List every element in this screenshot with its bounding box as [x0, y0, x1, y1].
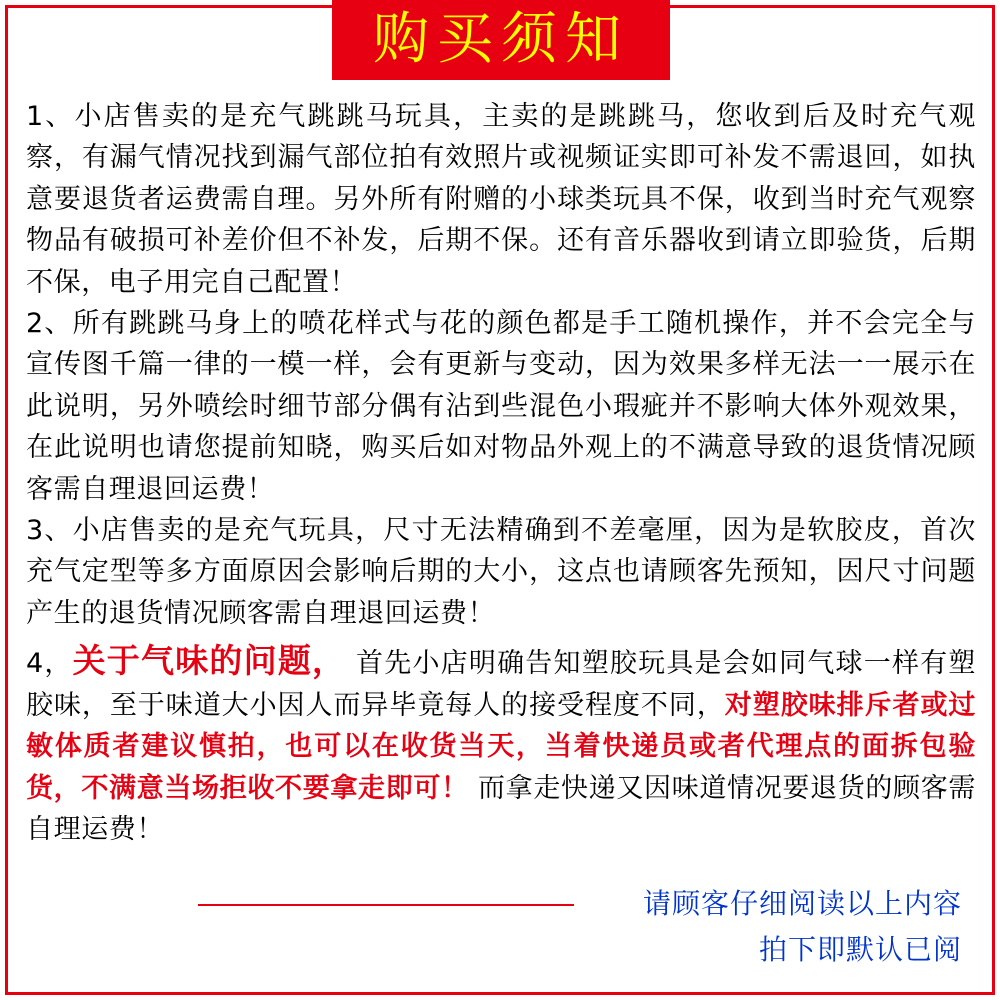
footer-divider — [198, 904, 574, 906]
notice-item-2: 2、所有跳跳马身上的喷花样式与花的颜色都是手工随机操作，并不会完全与宣传图千篇一律的一模一样，会有更新与变动，因为效果多样无法一一展示在此说明，另外喷绘时细节部分偶有沾到些混色小瑕疵并不影响大体外观效果，在此说明也请您提前知晓，购买后如对物品外观上的不满意导致的退货情况顾客需自理退回运费！ — [26, 308, 976, 505]
item-4-heading: 关于气味的问题， — [72, 641, 347, 681]
notice-item-4 — [26, 640, 976, 850]
item-4-suffix: 而拿走快递又因味道情况要退货的顾客需自理运费！ — [26, 772, 976, 845]
notice-item-3: 3、小店售卖的是充气玩具，尺寸无法精确到不差毫厘，因为是软胶皮，首次充气定型等多方面原因会影响后期的大小，这点也请顾客先预知，因尺寸问题产生的退货情况顾客需自理退回运费！ — [26, 515, 976, 629]
page-title: 购买须知 — [332, 0, 670, 80]
notice-item-1: 1、小店售卖的是充气跳跳马玩具，主卖的是跳跳马，您收到后及时充气观察，有漏气情况找到漏气部位拍有效照片或视频证实即可补发不需退回，如执意要退货者运费需自理。另外所有附赠的小球类玩具不保，收到当时充气观察物品有破损可补差价但不补发，后期不保。还有音乐器收到请立即验货，后期不保，电子用完自己配置！ — [26, 101, 976, 298]
item-4-number: 4， — [26, 648, 73, 680]
item-4-text: 首先小店明确告知塑胶玩具是会如同气球一样有塑胶味，至于味道大小因人而异毕竟每人的接受程度不同， — [26, 648, 976, 721]
notice-body — [26, 96, 976, 850]
footer-note-consent: 拍下即默认已阅 — [758, 933, 962, 966]
item-4-emphasis: 对塑胶味排斥者或过敏体质者建议慎拍，也可以在收货当天，当着快递员或者代理点的面拆包验货，不满意当场拒收不要拿走即可！ — [26, 689, 977, 804]
footer-note-read: 请顾客仔细阅读以上内容 — [642, 887, 962, 920]
